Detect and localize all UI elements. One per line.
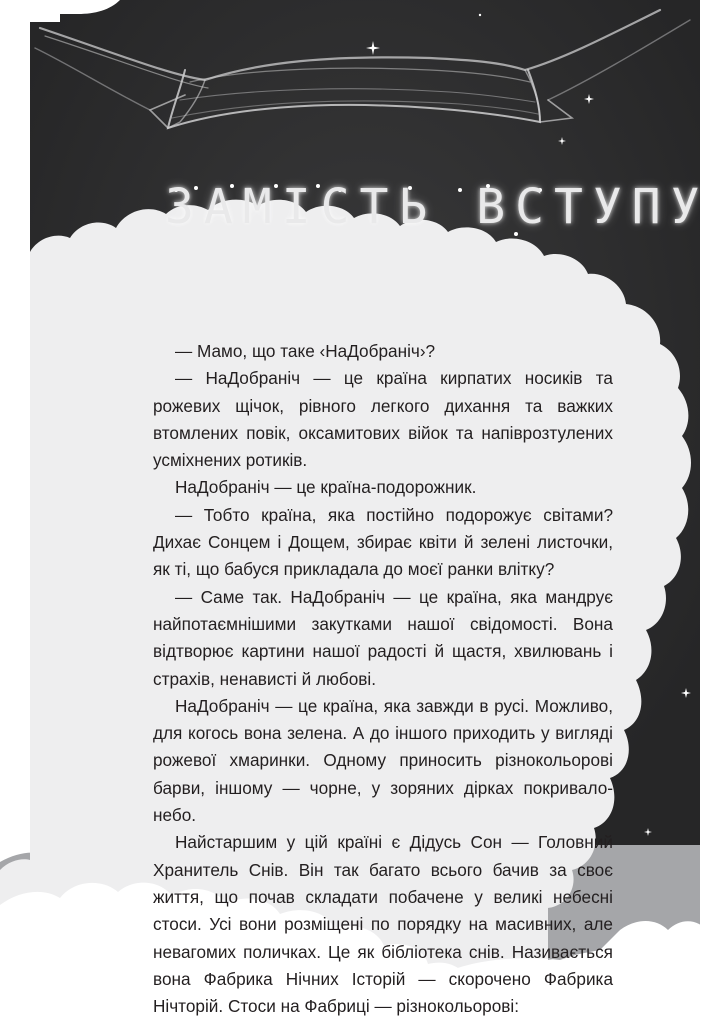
paragraph: — НаДобраніч — це країна кирпатих носиків та рожевих щічок, рівного легкого дихання та важких втомлених повік, оксамитових війок та напіврозтулених усміхнених ротиків. — [153, 368, 613, 471]
paragraph: НаДобраніч — це країна, яка завжди в русі. Можливо, для когось вона зелена. А до іншого приходить у вигляді рожевої хмаринки. Одному приносить різнокольорові барви, іншому — чорне, у зоряних дірках покривало-небо. — [153, 695, 613, 826]
paragraph: НаДобраніч — це країна-подорожник. — [175, 477, 477, 498]
paragraph: — Мамо, що таке ‹НаДобраніч›? — [175, 341, 436, 361]
story-text — [153, 338, 613, 1020]
paragraph: Найстаршим у цій країні є Дідусь Сон — Головний Хранитель Снів. Він так багато всього бачив за своє життя, що почав складати побачене у великі небесні стоси. Усі вони розміщені по порядку на масивних, але невагомих поличках. Це як бібліотека снів. Називається вона Фабрика Нічних Історій — скорочено Фабрика Нічторій. Стоси на Фабриці — різнокольорові: — [153, 832, 613, 1017]
paragraph: — Тобто країна, яка постійно подорожує світами? Дихає Сонцем і Дощем, збирає квіти й зелені листочки, як ті, що бабуся прикладала до моєї ранки влітку? — [153, 504, 613, 580]
chapter-title: ЗАМІСТЬ ВСТУПУ — [165, 179, 710, 235]
paragraph: — Саме так. НаДобраніч — це країна, яка мандрує найпотаємнішими закутками нашої свідомості. Вона відтворює картини нашої радості й щастя, хвилювань і страхів, ненависті й любові. — [153, 586, 613, 689]
